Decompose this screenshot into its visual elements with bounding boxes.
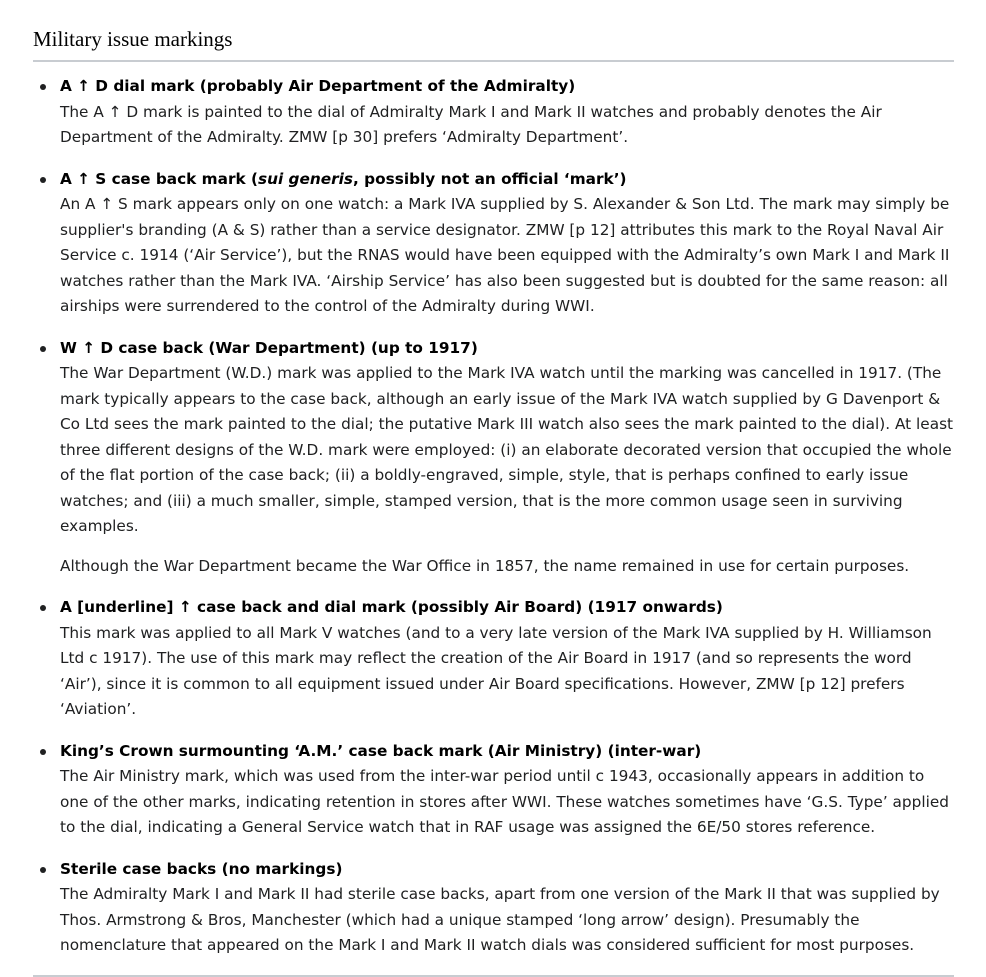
list-item-a-d-mark bbox=[33, 74, 954, 151]
item-description: The Admiralty Mark I and Mark II had sterile case backs, apart from one version of the Mark II that was supplied by Thos. Armstrong & Bros, Manchester (which had a unique stamped ‘long arrow’ design). Presumably the nomenclature that appeared on the Mark I and Mark II watch dials was considered sufficient for most purposes. bbox=[60, 885, 940, 954]
item-description-note: Although the War Department became the War Office in 1857, the name remained in use for certain purposes. bbox=[60, 556, 910, 575]
bullet-icon bbox=[40, 84, 46, 90]
item-term-italic: sui generis bbox=[257, 169, 354, 188]
section-divider bbox=[33, 975, 954, 977]
list-item-kings-crown-mark bbox=[33, 739, 954, 841]
item-term-prefix: A ↑ S case back mark ( bbox=[60, 169, 258, 188]
bullet-icon bbox=[40, 867, 46, 873]
list-item-w-d-mark bbox=[33, 336, 954, 580]
item-description: The A ↑ D mark is painted to the dial of Admiralty Mark I and Mark II watches and probably denotes the Air Department of the Admiralty. ZMW [p 30] prefers ‘Admiralty Department’. bbox=[60, 102, 882, 146]
item-description: The War Department (W.D.) mark was applied to the Mark IVA watch until the marking was cancelled in 1917. (The mark typically appears to the case back, although an early issue of the Mark IVA watch supplied by G Davenport & Co Ltd sees the mark painted to the dial; the putative Mark III watch also sees the mark painted to the dial). At least three different designs of the W.D. mark were employed: (i) an elaborate decorated version that occupied the whole of the flat portion of the case back; (ii) a boldly-engraved, simple, style, that is perhaps confined to early issue watches; and (iii) a much smaller, simple, stamped version, that is the more common usage seen in surviving examples. bbox=[60, 364, 954, 535]
markings-list bbox=[33, 74, 954, 959]
item-description: The Air Ministry mark, which was used from the inter-war period until c 1943, occasionally appears in addition to one of the other marks, indicating retention in stores after WWI. These watches sometimes have ‘G.S. Type’ applied to the dial, indicating a General Service watch that in RAF usage was assigned the 6E/50 stores reference. bbox=[60, 767, 949, 836]
bullet-icon bbox=[40, 605, 46, 611]
section-heading: Military issue markings bbox=[33, 0, 954, 62]
item-term-suffix: , possibly not an official ‘mark’) bbox=[353, 169, 627, 188]
list-item-a-s-mark bbox=[33, 167, 954, 320]
item-term: A [underline] ↑ case back and dial mark (possibly Air Board) (1917 onwards) bbox=[60, 598, 723, 616]
item-term: Sterile case backs (no markings) bbox=[60, 859, 343, 878]
military-markings-section bbox=[33, 0, 954, 977]
bullet-icon bbox=[40, 177, 46, 183]
list-item-a-underline-mark bbox=[33, 595, 954, 723]
list-item-sterile-case-backs bbox=[33, 857, 954, 959]
item-description: An A ↑ S mark appears only on one watch: a Mark IVA supplied by S. Alexander & Son Ltd. The mark may simply be supplier's branding (A & S) rather than a service designator. ZMW [p 12] attributes this mark to the Royal Naval Air Service c. 1914 (‘Air Service’), but the RNAS would have been equipped with the Admiralty’s own Mark I and Mark II watches rather than the Mark IVA. ‘Airship Service’ has also been suggested but is doubted for the same reason: all airships were surrendered to the control of the Admiralty during WWI. bbox=[60, 195, 950, 315]
bullet-icon bbox=[40, 749, 46, 755]
item-description: This mark was applied to all Mark V watches (and to a very late version of the Mark IVA supplied by H. Williamson Ltd c 1917). The use of this mark may reflect the creation of the Air Board in 1917 (and so represents the word ‘Air’), since it is common to all equipment issued under Air Board specifications. However, ZMW [p 12] prefers ‘Aviation’. bbox=[60, 623, 932, 718]
item-term: A ↑ D dial mark (probably Air Department of the Admiralty) bbox=[60, 77, 576, 95]
item-term: W ↑ D case back (War Department) (up to 1917) bbox=[60, 338, 478, 357]
item-term bbox=[60, 167, 954, 193]
item-term: King’s Crown surmounting ‘A.M.’ case back mark (Air Ministry) (inter-war) bbox=[60, 741, 702, 760]
bullet-icon bbox=[40, 346, 46, 352]
